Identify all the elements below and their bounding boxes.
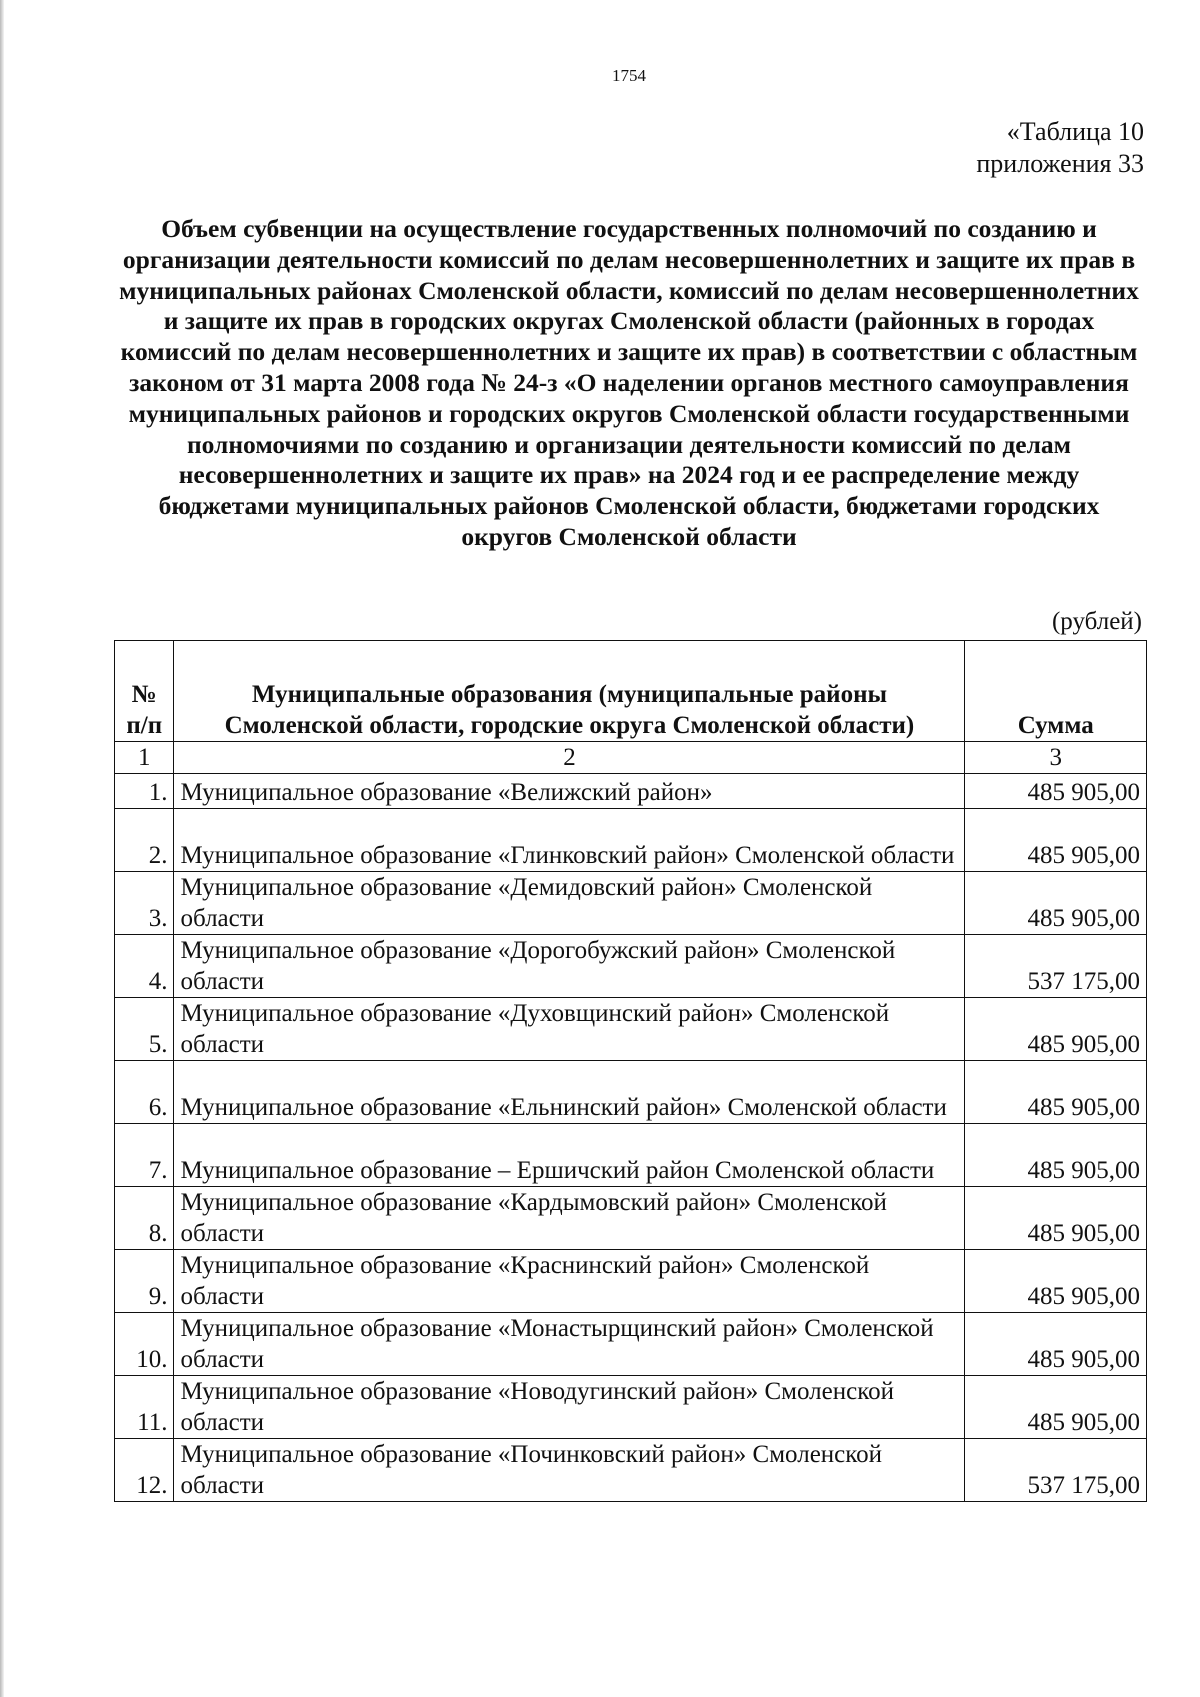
- table-row: [115, 809, 1147, 872]
- table-row: [115, 1187, 1147, 1250]
- row-number: 10.: [115, 1313, 174, 1376]
- row-municipality-name: Муниципальное образование «Кардымовский район» Смоленской области: [174, 1187, 965, 1250]
- row-sum: 537 175,00: [965, 935, 1147, 998]
- column-index-1: 1: [115, 742, 174, 774]
- row-municipality-name: Муниципальное образование «Духовщинский район» Смоленской области: [174, 998, 965, 1061]
- page-number: 1754: [612, 66, 646, 85]
- table-header-row: [115, 641, 1147, 742]
- row-municipality-name: Муниципальное образование «Краснинский район» Смоленской области: [174, 1250, 965, 1313]
- table-row: [115, 1061, 1147, 1124]
- header-sum: Сумма: [965, 641, 1147, 742]
- column-index-row: [115, 742, 1147, 774]
- row-number: 9.: [115, 1250, 174, 1313]
- row-sum: 485 905,00: [965, 809, 1147, 872]
- row-sum: 485 905,00: [965, 1061, 1147, 1124]
- table-row: [115, 1250, 1147, 1313]
- table-row: [115, 1376, 1147, 1439]
- row-number: 4.: [115, 935, 174, 998]
- table-reference: [976, 116, 1144, 180]
- row-sum: 485 905,00: [965, 1376, 1147, 1439]
- row-municipality-name: Муниципальное образование – Ершичский район Смоленской области: [174, 1124, 965, 1187]
- row-sum: 485 905,00: [965, 872, 1147, 935]
- row-number: 8.: [115, 1187, 174, 1250]
- row-number: 2.: [115, 809, 174, 872]
- column-index-2: 2: [174, 742, 965, 774]
- row-number: 11.: [115, 1376, 174, 1439]
- row-municipality-name: Муниципальное образование «Новодугинский район» Смоленской области: [174, 1376, 965, 1439]
- row-sum: 485 905,00: [965, 998, 1147, 1061]
- table-row: [115, 935, 1147, 998]
- row-municipality-name: Муниципальное образование «Ельнинский район» Смоленской области: [174, 1061, 965, 1124]
- row-number: 5.: [115, 998, 174, 1061]
- column-index-3: 3: [965, 742, 1147, 774]
- header-name: Муниципальные образования (муниципальные районы Смоленской области, городские округа Смоленской области): [174, 641, 965, 742]
- row-sum: 485 905,00: [965, 1124, 1147, 1187]
- row-municipality-name: Муниципальное образование «Монастырщинский район» Смоленской области: [174, 1313, 965, 1376]
- row-sum: 537 175,00: [965, 1439, 1147, 1502]
- table-reference-line2: приложения 33: [976, 149, 1144, 178]
- table-row: [115, 1313, 1147, 1376]
- row-sum: 485 905,00: [965, 1187, 1147, 1250]
- row-municipality-name: Муниципальное образование «Глинковский район» Смоленской области: [174, 809, 965, 872]
- row-number: 7.: [115, 1124, 174, 1187]
- row-sum: 485 905,00: [965, 1250, 1147, 1313]
- subvention-table: [114, 640, 1147, 1502]
- row-municipality-name: Муниципальное образование «Демидовский район» Смоленской области: [174, 872, 965, 935]
- row-municipality-name: Муниципальное образование «Дорогобужский район» Смоленской области: [174, 935, 965, 998]
- header-num: № п/п: [115, 641, 174, 742]
- table-reference-line1: «Таблица 10: [1006, 117, 1144, 146]
- row-number: 6.: [115, 1061, 174, 1124]
- row-number: 12.: [115, 1439, 174, 1502]
- scan-edge: [0, 0, 4, 1697]
- row-sum: 485 905,00: [965, 1313, 1147, 1376]
- table-row: [115, 1439, 1147, 1502]
- row-sum: 485 905,00: [965, 774, 1147, 809]
- table-row: [115, 774, 1147, 809]
- table-row: [115, 872, 1147, 935]
- row-number: 3.: [115, 872, 174, 935]
- units-label: (рублей): [1051, 608, 1142, 635]
- table-row: [115, 998, 1147, 1061]
- row-number: 1.: [115, 774, 174, 809]
- row-municipality-name: Муниципальное образование «Велижский район»: [174, 774, 965, 809]
- row-municipality-name: Муниципальное образование «Починковский район» Смоленской области: [174, 1439, 965, 1502]
- table-row: [115, 1124, 1147, 1187]
- document-title: Объем субвенции на осуществление государственных полномочий по созданию и организации деятельности комиссий по делам несовершеннолетних и защите их прав в муниципальных районах Смоленской области, комиссий по делам несовершеннолетних и защите их прав в городских округах Смоленской области (районных в городах комиссий по делам несовершеннолетних и защите их прав) в соответствии с областным законом от 31 марта 2008 года № 24-з «О наделении органов местного самоуправления муниципальных районов и городских округов Смоленской области государственными полномочиями по созданию и организации деятельности комиссий по делам несовершеннолетних и защите их прав» на 2024 год и ее распределение между бюджетами муниципальных районов Смоленской области, бюджетами городских округов Смоленской области: [119, 214, 1139, 551]
